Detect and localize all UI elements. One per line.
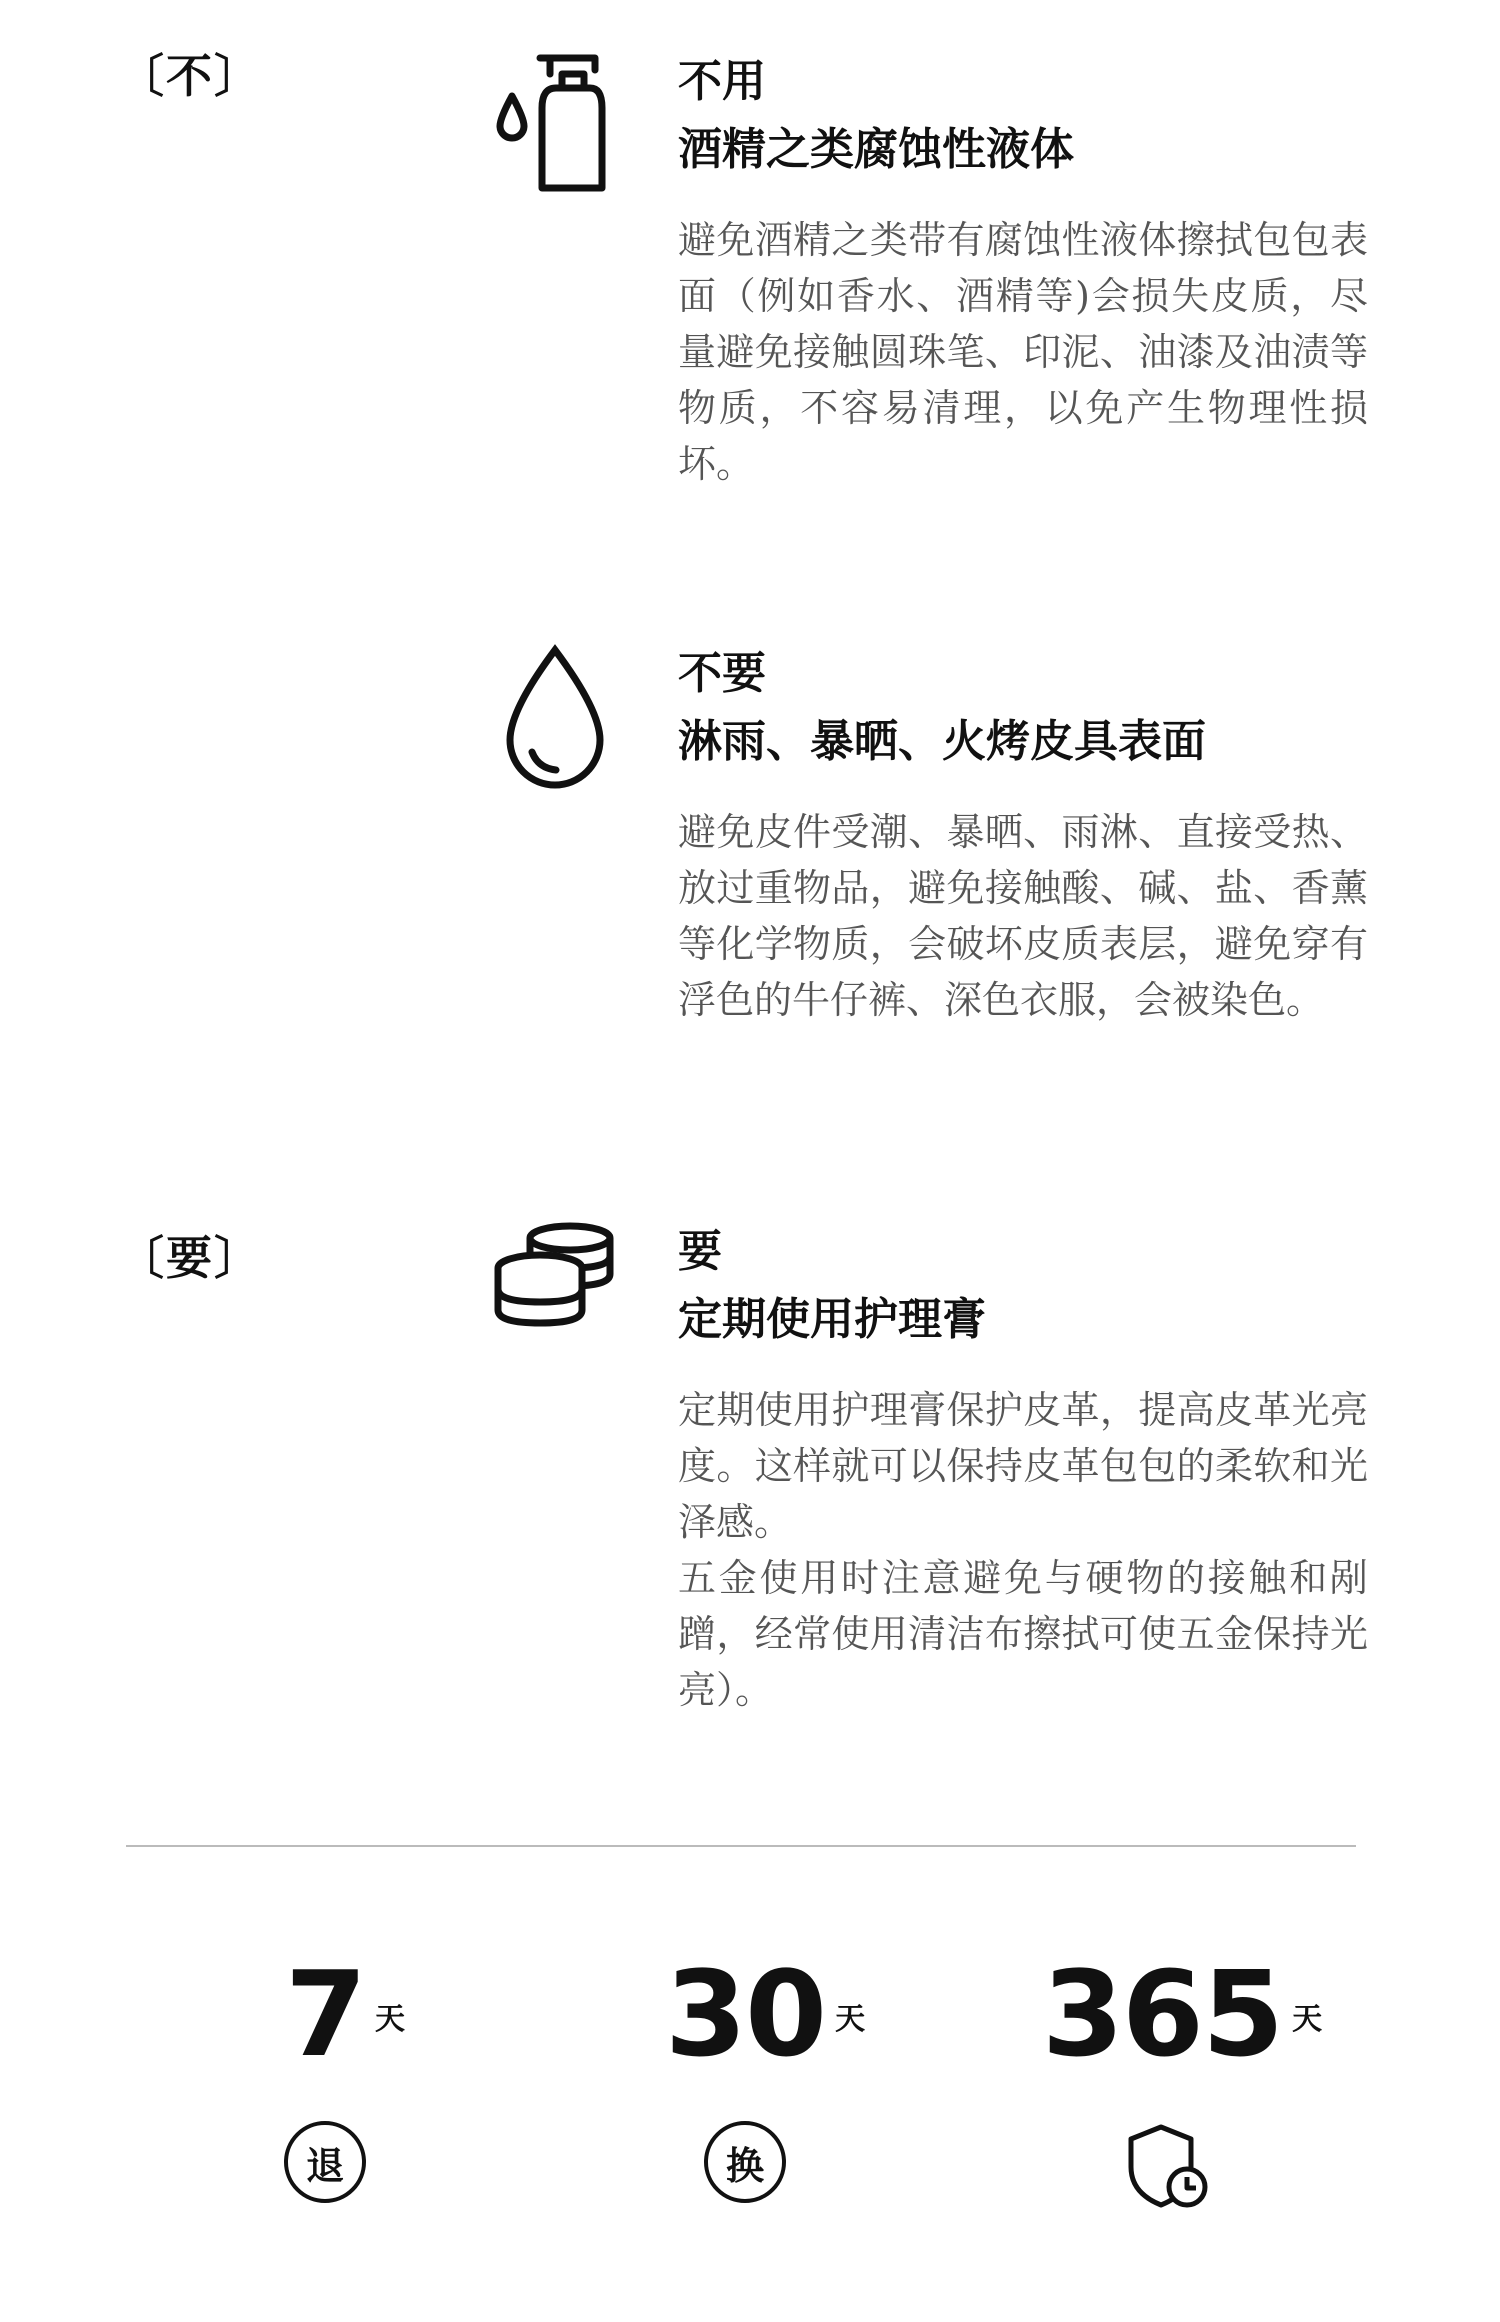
service-days-unit: 天 xyxy=(375,2002,404,2037)
item-title-primary: 不用 xyxy=(678,56,766,107)
exchange-badge-icon xyxy=(704,2121,786,2203)
return-badge-icon xyxy=(284,2121,366,2203)
item-title-secondary: 定期使用护理膏 xyxy=(678,1294,986,1345)
do-section-label: 〔要〕 xyxy=(118,1231,262,1285)
service-number-value: 7 xyxy=(284,1945,366,2083)
service-days-unit: 天 xyxy=(835,2002,864,2037)
service-exchange xyxy=(595,1945,895,2322)
item-description: 避免酒精之类带有腐蚀性液体擦拭包包表面（例如香水、酒精等)会损失皮质，尽量避免接触圆珠笔、印泥、油漆及油渍等物质，不容易清理，以免产生物理性损坏。 xyxy=(678,218,1368,486)
water-drop-icon xyxy=(490,640,620,790)
cream-jars-icon xyxy=(490,1218,620,1368)
service-return xyxy=(175,1945,475,2322)
item-title-primary: 要 xyxy=(678,1226,722,1277)
service-number-value: 365 xyxy=(1041,1945,1283,2083)
item-title-secondary: 淋雨、暴晒、火烤皮具表面 xyxy=(678,716,1206,767)
service-days-number xyxy=(664,1945,864,2083)
shield-clock-icon xyxy=(1121,2121,1203,2203)
section-divider xyxy=(126,1845,1356,1847)
service-days-number xyxy=(284,1945,404,2083)
service-days-unit: 天 xyxy=(1292,2002,1321,2037)
item-description-hardware: 五金使用时注意避免与硬物的接触和剐蹭，经常使用清洁布擦拭可使五金保持光亮）。 xyxy=(678,1556,1368,1712)
exchange-badge-label: 换 xyxy=(704,2121,786,2203)
item-description: 避免皮件受潮、暴晒、雨淋、直接受热、放过重物品，避免接触酸、碱、盐、香薰等化学物质，会破坏皮质表层，避免穿有浮色的牛仔裤、深色衣服，会被染色。 xyxy=(678,810,1368,1022)
item-title-secondary: 酒精之类腐蚀性液体 xyxy=(678,124,1074,175)
service-warranty xyxy=(1012,1945,1321,2322)
item-title-primary: 不要 xyxy=(678,648,766,699)
return-badge-label: 退 xyxy=(284,2121,366,2203)
lotion-bottle-icon xyxy=(490,48,620,198)
service-days-number xyxy=(1041,1945,1321,2083)
service-number-value: 30 xyxy=(664,1945,826,2083)
item-description: 定期使用护理膏保护皮革，提高皮革光亮度。这样就可以保持皮革包包的柔软和光泽感。 xyxy=(678,1388,1368,1544)
dont-section-label: 〔不〕 xyxy=(118,49,262,103)
